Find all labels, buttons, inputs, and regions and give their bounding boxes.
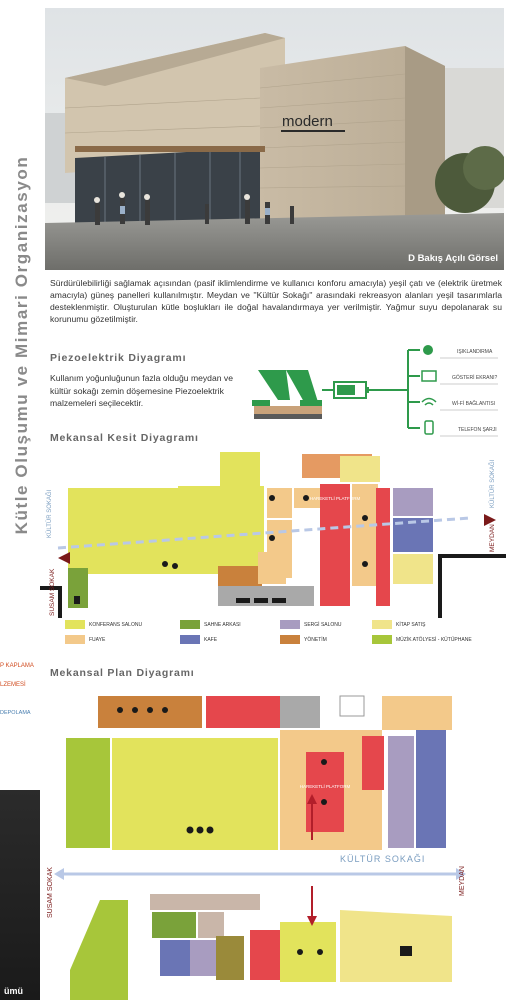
side-fragment: ümü [4, 986, 23, 996]
plan-diagram [40, 690, 506, 1000]
legend-item [180, 620, 241, 629]
legend-label: YÖNETİM [304, 636, 327, 643]
section-diagram [40, 448, 506, 618]
piezo-output: Wİ-Fİ BAĞLANTISI [452, 401, 496, 407]
legend-item [372, 620, 425, 629]
adjacent-render-fragment [0, 790, 40, 1000]
legend-item [65, 620, 142, 629]
legend-swatch [280, 635, 300, 644]
section-left-street: SUSAM SOKAK [49, 568, 56, 616]
piezo-text: Kullanım yoğunluğunun fazla olduğu meydan ve kültür sokağı zemin döşemesine Piezoelektrik malzemeleri seçilecektir. [50, 373, 233, 408]
legend-swatch [280, 620, 300, 629]
legend-label: KONFERANS SALONU [89, 621, 143, 628]
legend-item [372, 635, 472, 644]
sustainability-paragraph: Sürdürülebilirliği sağlamak açısından (pasif iklimlendirme ve kullanıcı konforu amacıyla) yeşil çatı ve (elektrik üretmek amacıyla) güneş panelleri kullanılmıştır. Meydan ve ''Kültür Sokağı'' arasındaki rekreasyon alanları yeşil tasarımlarla desteklenmiştir. Oluşturulan kütle boşlukları ile doğal havalandırmaya yer verilmiştir. Yağmur suyu depolanarak su korunumu gözetilmiştir. [50, 278, 502, 324]
plan-right-street: MEYDAN [459, 866, 466, 896]
legend-item [180, 635, 217, 644]
piezo-output: TELEFON ŞARJI [458, 427, 497, 433]
piezo-output: IŞIKLANDIRMA [457, 349, 493, 355]
legend-item [280, 620, 342, 629]
plan-platform-label: HAREKETLİ PLATFORM [299, 784, 351, 789]
screen-icon [422, 371, 436, 381]
legend-label: SAHNE ARKASI [204, 621, 241, 628]
walking-legs-icon [258, 370, 290, 400]
section-right-street-top: KÜLTÜR SOKAĞI [490, 459, 496, 508]
render-sign: modern [282, 113, 333, 130]
building-render [45, 8, 504, 270]
legend-label: KAFE [204, 636, 218, 643]
plan-left-street: SUSAM SOKAK [47, 867, 54, 918]
legend-swatch [65, 635, 85, 644]
section-left-street-top: KÜLTÜR SOKAĞI [47, 489, 53, 538]
side-fragment: P KAPLAMA [0, 663, 34, 669]
legend-swatch [65, 620, 85, 629]
legend-item [280, 635, 327, 644]
render-caption: D Bakış Açılı Görsel [408, 253, 498, 264]
wifi-icon [422, 399, 436, 406]
legend-swatch [180, 620, 200, 629]
section-platform-label: HAREKETLİ PLATFORM [309, 496, 361, 501]
side-fragment: DEPOLAMA [0, 710, 31, 716]
lightbulb-icon [423, 345, 433, 355]
legend-label: MÜZİK ATÖLYESİ - KÜTÜPHANE [396, 636, 472, 643]
section-right-street: MEYDAN [489, 524, 496, 552]
plan-mid-street: KÜLTÜR SOKAĞI [340, 854, 426, 864]
legend-label: SERGİ SALONU [304, 621, 342, 628]
legend-item [65, 635, 105, 644]
legend-label: FUAYE [89, 636, 106, 643]
piezo-diagram [248, 340, 506, 440]
legend-label: KİTAP SATIŞ [396, 621, 426, 628]
side-title: Kütle Oluşumu ve Mimari Organizasyon [12, 155, 31, 535]
legend-swatch [372, 620, 392, 629]
section-title: Mekansal Kesit Diyagramı [50, 432, 199, 444]
legend-swatch [180, 635, 200, 644]
legend-swatch [372, 635, 392, 644]
plan-title: Mekansal Plan Diyagramı [50, 667, 195, 679]
piezo-title: Piezoelektrik Diyagramı [50, 352, 187, 364]
side-fragment: LZEMESİ [0, 682, 26, 688]
phone-icon [425, 421, 433, 434]
piezo-output: GÖSTERİ EKRANI? [452, 375, 498, 381]
